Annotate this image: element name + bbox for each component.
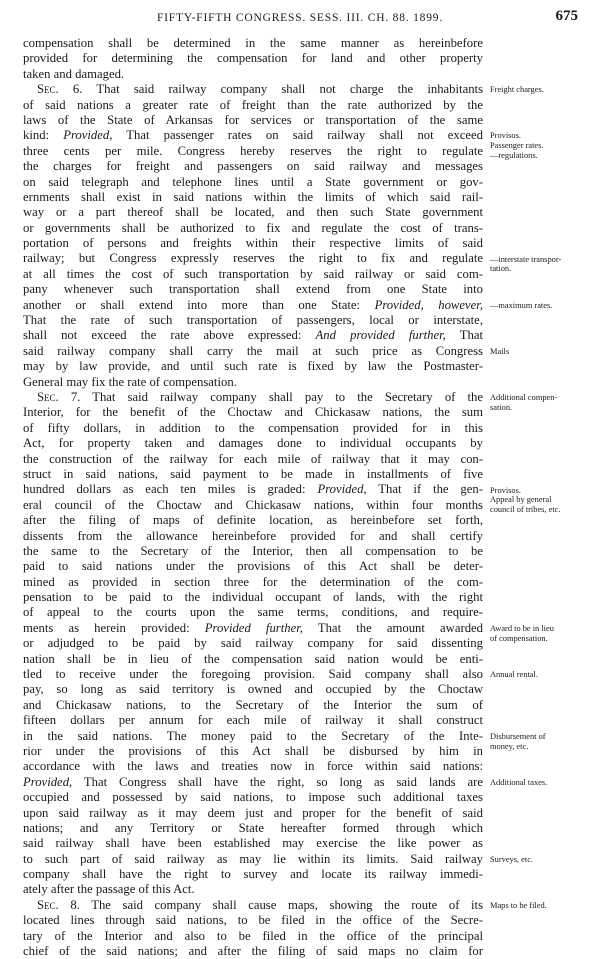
text-line [23, 344, 483, 359]
line-text: of said nations a greater rate of freight than the rate authorized by the [23, 97, 483, 112]
text-line [23, 159, 483, 174]
text-line [23, 852, 483, 867]
text-line [23, 175, 483, 190]
text-line [23, 313, 483, 328]
text-line [23, 667, 483, 682]
line-text-rest: That the amount awarded [302, 620, 484, 635]
line-text: upon said railway as it may deem just and proper for the benefit of said [23, 805, 483, 820]
text-line [23, 559, 483, 574]
text-line [23, 452, 483, 467]
line-text: railway; but Congress expressly reserves the right to fix and regulate [23, 251, 483, 266]
page-number: 675 [555, 8, 578, 24]
proviso-italic: Provided, [23, 774, 73, 789]
margin-note [490, 347, 590, 357]
margin-note-line: council of tribes, etc. [490, 504, 561, 514]
line-text: General may fix the rate of compensation. [23, 374, 237, 389]
line-text: nation shall be in lieu of the compensation said nation would be enti- [23, 651, 483, 666]
line-text: in the said nations. The money paid to the Secretary of the Inte- [23, 728, 483, 743]
line-text: laws of the State of Arkansas for services or transportation of the same [23, 112, 483, 127]
text-line [23, 575, 483, 590]
line-text: struct in said nations, said payment to be made in installments of five [23, 466, 483, 481]
line-text: The said company shall cause maps, showing the route of its [79, 897, 484, 912]
text-line [23, 590, 483, 605]
text-line [23, 36, 483, 51]
text-line [23, 267, 483, 282]
line-text: hundred dollars as each ten miles is graded: [23, 482, 318, 497]
line-text: Act, for property taken and damages done to individual occupants by [23, 436, 483, 451]
text-line [23, 636, 483, 651]
margin-note-line: Mails [490, 347, 510, 356]
line-text-rest: That [445, 328, 483, 343]
line-text: and Chickasaw nations, to the Secretary of the Interior the sum of [23, 697, 483, 712]
proviso-italic: Provided, however, [374, 297, 483, 312]
line-text: pany whenever such transportation shall extend from one State into [23, 282, 483, 297]
line-text: located lines through said nations, to be filed in the office of the Secre- [23, 913, 483, 928]
text-line [23, 482, 483, 497]
text-line [23, 759, 483, 774]
line-text: said railway shall have been established may exercise the like power as [23, 836, 483, 851]
line-text: That the rate of such transportation of passengers, local or interstate, [23, 313, 483, 328]
text-line [23, 821, 483, 836]
proviso-italic: And provided further, [315, 328, 446, 343]
line-text: chief of the said nations; and after the filing of said maps no claim for [23, 944, 483, 959]
running-head: FIFTY-FIFTH CONGRESS. SESS. III. CH. 88. 1899. [156, 12, 443, 24]
margin-note [490, 131, 590, 160]
text-line [23, 128, 483, 143]
line-text: pay, so long as said territory is owned and occupied by the Choctaw [23, 682, 483, 697]
text-line [23, 944, 483, 959]
margin-note [490, 486, 590, 515]
margin-note [490, 778, 590, 788]
margin-note-line: Surveys, etc. [490, 855, 534, 865]
text-line [23, 405, 483, 420]
line-text: tled to receive under the foregoing provision. Said company shall also [23, 667, 483, 682]
text-line [23, 67, 483, 82]
margin-note-line: —maximum rates. [490, 300, 553, 310]
margin-note-line: Maps to be filed. [490, 901, 547, 911]
text-line [23, 221, 483, 236]
margin-note-line: Appeal by general [490, 495, 552, 505]
text-line [23, 51, 483, 66]
text-line [23, 775, 483, 790]
margin-note-line: Provisos. [490, 485, 521, 495]
text-line [23, 467, 483, 482]
line-text: the construction of the railway for each mile of railway that it may con- [23, 451, 483, 466]
text-line [23, 929, 483, 944]
line-text: mined as provided in section three for the determination of the com- [23, 574, 483, 589]
text-line [23, 375, 483, 390]
line-text: three cents per mile. Congress hereby reserves the right to regulate [23, 143, 483, 158]
line-text: pensation to be paid to the individual occupant of lands, with the right [23, 590, 483, 605]
margin-note-line: —regulations. [490, 150, 538, 160]
text-line [23, 882, 483, 897]
text-line [23, 236, 483, 251]
margin-note [490, 255, 590, 274]
line-text: occupied and possessed by said nations, to impose such additional taxes [23, 790, 483, 805]
line-text-rest: That Congress shall have the right, so long as said lands are [72, 774, 483, 789]
text-line [23, 390, 483, 405]
line-text: or governments shall be authorized to fix and regulate the cost of trans- [23, 220, 483, 235]
margin-note-line: money, etc. [490, 741, 529, 751]
line-text: at all times the cost of such transportation by said railway or said com- [23, 266, 483, 281]
margin-note [490, 85, 590, 95]
line-text: rior under the provisions of this Act shall be disbursed by him in [23, 743, 483, 758]
text-line [23, 605, 483, 620]
margin-note [490, 624, 590, 643]
section-number: Sec. 6. [37, 82, 83, 97]
line-text: accordance with the laws and treaties now in force within said nations: [23, 759, 483, 774]
text-line [23, 190, 483, 205]
margin-note-line: Additional compen- [490, 393, 558, 403]
section-number: Sec. 7. [37, 389, 81, 404]
line-text: portation of persons and freights within their respective limits of said [23, 236, 483, 251]
text-line [23, 652, 483, 667]
margin-note [490, 670, 590, 680]
margin-note-line: Freight charges. [490, 85, 544, 95]
margin-note-line: Disbursement of [490, 732, 546, 741]
text-line [23, 205, 483, 220]
text-line [23, 436, 483, 451]
text-line [23, 867, 483, 882]
margin-note-line: of compensation. [490, 633, 548, 643]
text-line [23, 713, 483, 728]
page-header [20, 8, 580, 30]
margin-note-line: —interstate transpor- [490, 254, 562, 264]
line-text: Interior, for the benefit of the Choctaw and Chickasaw nations, the sum [23, 405, 483, 420]
line-text-rest: That passenger rates on said railway shall not exceed [112, 128, 483, 143]
text-line [23, 498, 483, 513]
line-text: fifteen dollars per annum for each mile of railway it shall construct [23, 713, 483, 728]
text-line [23, 836, 483, 851]
margin-note [490, 901, 590, 911]
proviso-italic: Provided, [63, 128, 113, 143]
margin-note [490, 301, 590, 311]
margin-note-line: Annual rental. [490, 670, 538, 680]
text-line [23, 744, 483, 759]
line-text: compensation shall be determined in the same manner as hereinbefore [23, 36, 483, 50]
text-line [23, 282, 483, 297]
margin-note-line: sation. [490, 402, 513, 412]
text-line [23, 82, 483, 97]
text-line [23, 421, 483, 436]
line-text: That said railway company shall pay to the Secretary of the [80, 389, 483, 404]
statute-body-text [23, 36, 483, 959]
text-line [23, 898, 483, 913]
proviso-italic: Provided, [317, 482, 367, 497]
line-text: kind: [23, 128, 64, 143]
line-text: or adjudged to be paid by said railway company for said dissenting [23, 636, 483, 651]
text-line [23, 729, 483, 744]
line-text: may by law provide, and until such rate is fixed by law the Postmaster- [23, 359, 483, 374]
line-text: to such part of said railway as may lie within its limits. Said railway [23, 851, 483, 866]
margin-note-line: Passenger rates. [490, 140, 544, 150]
line-text: nations; and any Territory or State hereafter formed through which [23, 820, 483, 835]
text-line [23, 298, 483, 313]
text-line [23, 790, 483, 805]
line-text: tary of the Interior and also to be filed in the office of the principal [23, 928, 483, 943]
line-text: the same to the Secretary of the Interior, then all compensation to be [23, 543, 483, 558]
text-line [23, 113, 483, 128]
margin-note [490, 855, 590, 865]
line-text: of appeal to the courts upon the same terms, conditions, and require- [23, 605, 483, 620]
text-line [23, 251, 483, 266]
text-line [23, 328, 483, 343]
line-text: of fifty dollars, in addition to the compensation provided for in this [23, 420, 483, 435]
text-line [23, 682, 483, 697]
text-line [23, 806, 483, 821]
line-text: dissents from the allowance hereinbefore provided for and shall certify [23, 528, 483, 543]
text-line [23, 513, 483, 528]
line-text: taken and damaged. [23, 66, 125, 81]
line-text-rest: That if the gen- [366, 482, 483, 497]
margin-note [490, 393, 590, 412]
text-line [23, 621, 483, 636]
margin-note-line: Additional taxes. [490, 778, 548, 788]
text-line [23, 913, 483, 928]
line-text: the charges for freight and passengers on said railway and messages [23, 159, 483, 174]
line-text: another or shall extend into more than one State: [23, 297, 375, 312]
text-line [23, 98, 483, 113]
margin-note-line: tation. [490, 264, 512, 274]
line-text: provided for determining the compensation for land and other property [23, 51, 483, 66]
text-line [23, 144, 483, 159]
line-text: company shall have the right to survey and locate its railway immedi- [23, 867, 483, 882]
line-text: shall not exceed the rate above expressed: [23, 328, 316, 343]
line-text: ately after the passage of this Act. [23, 882, 195, 897]
line-text: eral council of the Choctaw and Chickasaw nations, within four months [23, 497, 483, 512]
line-text: on said telegraph and telephone lines until a State government or gov- [23, 174, 483, 189]
line-text: way or a part thereof shall be located, and then such State government [23, 205, 483, 220]
line-text: after the filing of maps of definite location, as hereinbefore set forth, [23, 513, 483, 528]
line-text: That said railway company shall not charge the inhabitants [82, 82, 484, 97]
margin-note-line: Award to be in lieu [490, 624, 554, 634]
text-line [23, 529, 483, 544]
text-line [23, 698, 483, 713]
proviso-italic: Provided further, [204, 620, 303, 635]
line-text: said railway company shall carry the mail at such price as Congress [23, 343, 483, 358]
line-text: paid to said nations under the provisions of this Act shall be deter- [23, 559, 483, 574]
line-text: ments as herein provided: [23, 620, 205, 635]
text-line [23, 359, 483, 374]
line-text: ernments shall exist in said nations within the limits of which said rail- [23, 189, 483, 204]
text-line [23, 544, 483, 559]
section-number: Sec. 8. [37, 897, 80, 912]
margin-note-line: Provisos. [490, 131, 521, 141]
margin-note [490, 732, 590, 751]
